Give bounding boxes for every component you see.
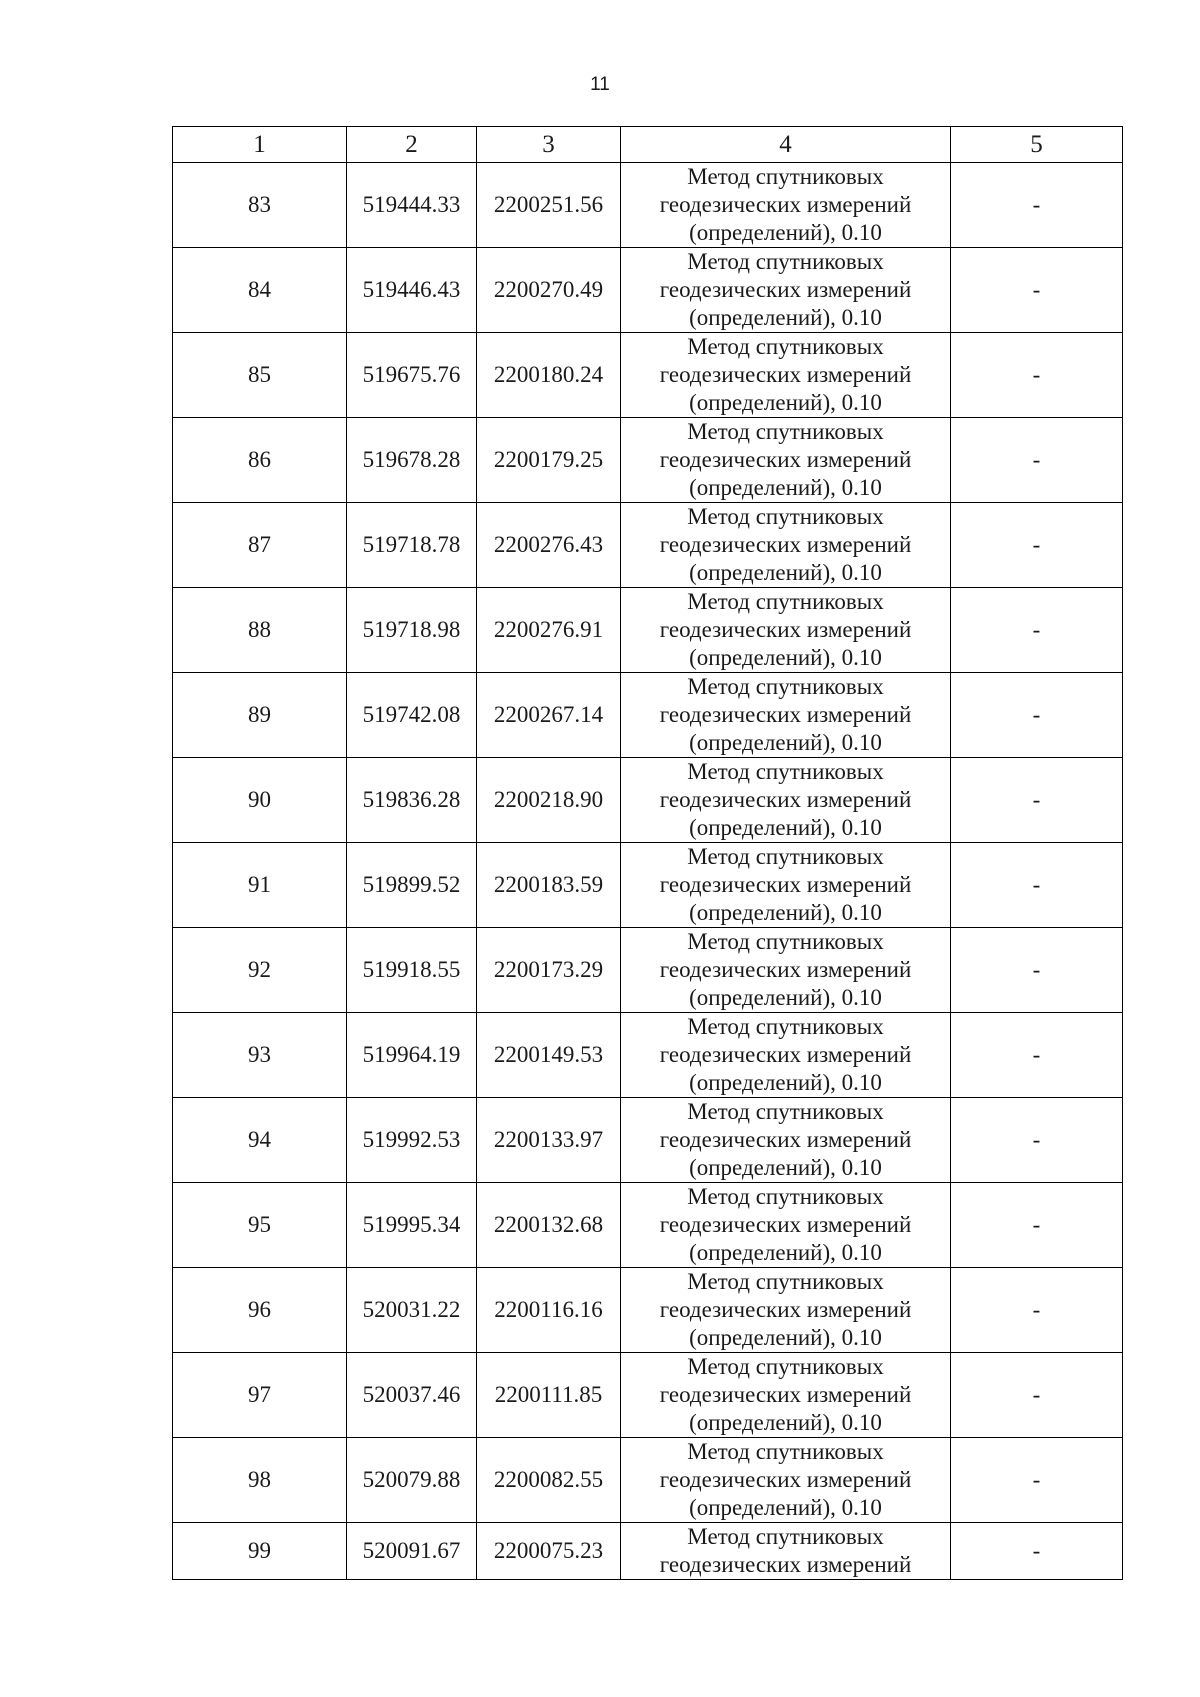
- table-row: [173, 503, 1123, 588]
- table-row: [173, 1013, 1123, 1098]
- note-cell: -: [951, 673, 1123, 758]
- note-cell: -: [951, 248, 1123, 333]
- y-coordinate-cell: 2200116.16: [477, 1268, 621, 1353]
- y-coordinate-cell: 2200111.85: [477, 1353, 621, 1438]
- x-coordinate-cell: 519678.28: [347, 418, 477, 503]
- x-coordinate-cell: 519899.52: [347, 843, 477, 928]
- table-row: [173, 1183, 1123, 1268]
- y-coordinate-cell: 2200276.43: [477, 503, 621, 588]
- note-cell: -: [951, 333, 1123, 418]
- method-text: Метод спутниковых геодезических измерений (определений), 0.10: [659, 1099, 912, 1180]
- table-row: [173, 1098, 1123, 1183]
- point-number-cell: 96: [173, 1268, 347, 1353]
- y-coordinate-cell: 2200251.56: [477, 163, 621, 248]
- point-number-cell: 98: [173, 1438, 347, 1523]
- x-coordinate-cell: 519718.98: [347, 588, 477, 673]
- y-coordinate-cell: 2200173.29: [477, 928, 621, 1013]
- method-text: Метод спутниковых геодезических измерений (определений), 0.10: [659, 419, 912, 500]
- y-coordinate-cell: 2200082.55: [477, 1438, 621, 1523]
- point-number-cell: 90: [173, 758, 347, 843]
- note-cell: -: [951, 1353, 1123, 1438]
- x-coordinate-cell: 519446.43: [347, 248, 477, 333]
- method-text: Метод спутниковых геодезических измерений (определений), 0.10: [659, 1269, 912, 1350]
- method-text: Метод спутниковых геодезических измерений (определений), 0.10: [659, 334, 912, 415]
- point-number-cell: 84: [173, 248, 347, 333]
- method-cell: [621, 758, 951, 843]
- y-coordinate-cell: 2200218.90: [477, 758, 621, 843]
- x-coordinate-cell: 519836.28: [347, 758, 477, 843]
- point-number-cell: 86: [173, 418, 347, 503]
- method-text: Метод спутниковых геодезических измерений (определений), 0.10: [659, 844, 912, 925]
- table-row: [173, 1268, 1123, 1353]
- column-header-2: 2: [347, 127, 477, 163]
- y-coordinate-cell: 2200179.25: [477, 418, 621, 503]
- y-coordinate-cell: 2200270.49: [477, 248, 621, 333]
- table-row: [173, 1523, 1123, 1580]
- table-row: [173, 928, 1123, 1013]
- table-row: [173, 843, 1123, 928]
- note-cell: -: [951, 503, 1123, 588]
- method-text: Метод спутниковых геодезических измерений (определений), 0.10: [659, 1439, 912, 1520]
- y-coordinate-cell: 2200133.97: [477, 1098, 621, 1183]
- x-coordinate-cell: 519918.55: [347, 928, 477, 1013]
- note-cell: -: [951, 588, 1123, 673]
- method-text: Метод спутниковых геодезических измерений (определений), 0.10: [659, 1354, 912, 1435]
- y-coordinate-cell: 2200276.91: [477, 588, 621, 673]
- method-cell: [621, 333, 951, 418]
- point-number-cell: 94: [173, 1098, 347, 1183]
- x-coordinate-cell: 519444.33: [347, 163, 477, 248]
- note-cell: -: [951, 1098, 1123, 1183]
- x-coordinate-cell: 520091.67: [347, 1523, 477, 1580]
- table-row: [173, 1438, 1123, 1523]
- method-cell: [621, 1268, 951, 1353]
- method-text: Метод спутниковых геодезических измерений (определений), 0.10: [659, 1184, 912, 1265]
- x-coordinate-cell: 520031.22: [347, 1268, 477, 1353]
- y-coordinate-cell: 2200132.68: [477, 1183, 621, 1268]
- note-cell: -: [951, 1523, 1123, 1580]
- x-coordinate-cell: 519964.19: [347, 1013, 477, 1098]
- table-row: [173, 333, 1123, 418]
- y-coordinate-cell: 2200183.59: [477, 843, 621, 928]
- method-text: Метод спутниковых геодезических измерений (определений), 0.10: [659, 759, 912, 840]
- method-text: Метод спутниковых геодезических измерений (определений), 0.10: [659, 674, 912, 755]
- method-cell: [621, 928, 951, 1013]
- y-coordinate-cell: 2200180.24: [477, 333, 621, 418]
- note-cell: -: [951, 1183, 1123, 1268]
- table-header-row: [173, 127, 1123, 163]
- x-coordinate-cell: 520079.88: [347, 1438, 477, 1523]
- coordinates-table: [172, 126, 1123, 1580]
- column-header-4: 4: [621, 127, 951, 163]
- method-cell: [621, 1438, 951, 1523]
- table-row: [173, 418, 1123, 503]
- point-number-cell: 91: [173, 843, 347, 928]
- point-number-cell: 83: [173, 163, 347, 248]
- x-coordinate-cell: 519742.08: [347, 673, 477, 758]
- x-coordinate-cell: 520037.46: [347, 1353, 477, 1438]
- table-row: [173, 673, 1123, 758]
- x-coordinate-cell: 519995.34: [347, 1183, 477, 1268]
- method-text: Метод спутниковых геодезических измерений (определений), 0.10: [659, 164, 912, 245]
- point-number-cell: 85: [173, 333, 347, 418]
- point-number-cell: 92: [173, 928, 347, 1013]
- method-cell: [621, 1353, 951, 1438]
- column-header-5: 5: [951, 127, 1123, 163]
- page-number: 11: [590, 74, 610, 95]
- table-row: [173, 248, 1123, 333]
- note-cell: -: [951, 418, 1123, 503]
- method-text: Метод спутниковых геодезических измерений: [659, 1524, 912, 1577]
- point-number-cell: 93: [173, 1013, 347, 1098]
- method-cell: [621, 1013, 951, 1098]
- x-coordinate-cell: 519992.53: [347, 1098, 477, 1183]
- note-cell: -: [951, 843, 1123, 928]
- method-text: Метод спутниковых геодезических измерений (определений), 0.10: [659, 589, 912, 670]
- point-number-cell: 88: [173, 588, 347, 673]
- method-cell: [621, 588, 951, 673]
- table-body: [173, 163, 1123, 1580]
- note-cell: -: [951, 1438, 1123, 1523]
- method-text: Метод спутниковых геодезических измерений (определений), 0.10: [659, 1014, 912, 1095]
- method-cell: [621, 1098, 951, 1183]
- y-coordinate-cell: 2200267.14: [477, 673, 621, 758]
- note-cell: -: [951, 1013, 1123, 1098]
- table-row: [173, 588, 1123, 673]
- method-text: Метод спутниковых геодезических измерений (определений), 0.10: [659, 504, 912, 585]
- point-number-cell: 95: [173, 1183, 347, 1268]
- x-coordinate-cell: 519675.76: [347, 333, 477, 418]
- note-cell: -: [951, 163, 1123, 248]
- point-number-cell: 97: [173, 1353, 347, 1438]
- note-cell: -: [951, 758, 1123, 843]
- table-row: [173, 758, 1123, 843]
- point-number-cell: 99: [173, 1523, 347, 1580]
- method-text: Метод спутниковых геодезических измерений (определений), 0.10: [659, 249, 912, 330]
- method-text: Метод спутниковых геодезических измерений (определений), 0.10: [659, 929, 912, 1010]
- note-cell: -: [951, 1268, 1123, 1353]
- point-number-cell: 87: [173, 503, 347, 588]
- method-cell: [621, 248, 951, 333]
- point-number-cell: 89: [173, 673, 347, 758]
- table-row: [173, 1353, 1123, 1438]
- method-cell: [621, 1523, 951, 1580]
- method-cell: [621, 673, 951, 758]
- method-cell: [621, 503, 951, 588]
- y-coordinate-cell: 2200149.53: [477, 1013, 621, 1098]
- note-cell: -: [951, 928, 1123, 1013]
- column-header-1: 1: [173, 127, 347, 163]
- method-cell: [621, 163, 951, 248]
- column-header-3: 3: [477, 127, 621, 163]
- method-cell: [621, 418, 951, 503]
- x-coordinate-cell: 519718.78: [347, 503, 477, 588]
- method-cell: [621, 843, 951, 928]
- method-cell: [621, 1183, 951, 1268]
- y-coordinate-cell: 2200075.23: [477, 1523, 621, 1580]
- table-row: [173, 163, 1123, 248]
